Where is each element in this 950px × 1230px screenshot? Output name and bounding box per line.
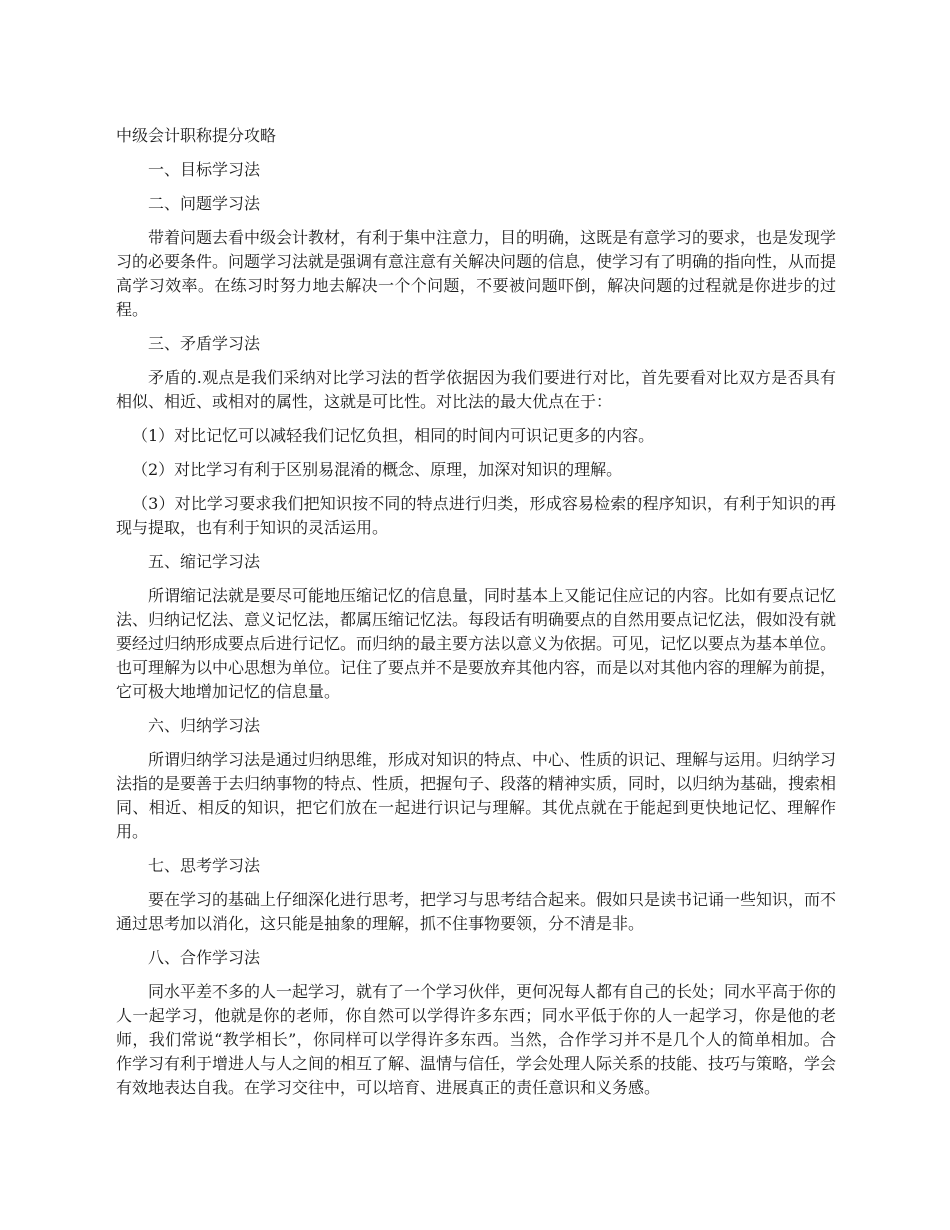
paragraph-thinking: 要在学习的基础上仔细深化进行思考，把学习与思考结合起来。假如只是读书记诵一些知识，而不通过思考加以消化，这只能是抽象的理解，抓不住事物要领，分不清是非。 <box>116 890 837 933</box>
section-heading-thinking: 七、思考学习法 <box>148 856 261 875</box>
section-heading-condense: 五、缩记学习法 <box>148 552 261 571</box>
document-title: 中级会计职称提分攻略 <box>116 126 277 145</box>
paragraph-induction: 所谓归纳学习法是通过归纳思维，形成对知识的特点、中心、性质的识记、理解与运用。归纳学习法指的是要善于去归纳事物的特点、性质，把握句子、段落的精神实质，同时，以归纳为基础，搜索相同、相近、相反的知识，把它们放在一起进行识记与理解。其优点就在于能起到更快地记忆、理解作用。 <box>116 750 837 841</box>
paragraph-contrast: 矛盾的.观点是我们采纳对比学习法的哲学依据因为我们要进行对比，首先要看对比双方是否具有相似、相近、或相对的属性，这就是可比性。对比法的最大优点在于： <box>116 368 836 411</box>
paragraph-cooperation: 同水平差不多的人一起学习，就有了一个学习伙伴，更何况每人都有自己的长处；同水平高于你的人一起学习，他就是你的老师，你自然可以学得许多东西；同水平低于你的人一起学习，你是他的老师，我们常说“教学相长”，你同样可以学得许多东西。当然，合作学习并不是几个人的简单相加。合作学习有利于增进人与人之间的相互了解、温情与信任，学会处理人际关系的技能、技巧与策略，学会有效地表达自我。在学习交往中，可以培育、进展真正的责任意识和义务感。 <box>116 982 837 1097</box>
paragraph-problem: 带着问题去看中级会计教材，有利于集中注意力，目的明确，这既是有意学习的要求，也是发现学习的必要条件。问题学习法就是强调有意注意有关解决问题的信息，使学习有了明确的指向性，从而提高学习效率。在练习时努力地去解决一个个问题，不要被问题吓倒，解决问题的过程就是你进步的过程。 <box>116 228 837 319</box>
section-heading-problem: 二、问题学习法 <box>148 194 261 213</box>
list-item-contrast-2: （2）对比学习有利于区别易混淆的概念、原理，加深对知识的理解。 <box>132 460 623 479</box>
section-heading-contrast: 三、矛盾学习法 <box>148 334 261 353</box>
list-item-contrast-3: （3）对比学习要求我们把知识按不同的特点进行归类，形成容易检索的程序知识，有利于知识的再现与提取，也有利于知识的灵活运用。 <box>116 494 836 537</box>
section-heading-induction: 六、归纳学习法 <box>148 716 261 735</box>
document-body <box>116 124 836 1110</box>
paragraph-condense: 所谓缩记法就是要尽可能地压缩记忆的信息量，同时基本上又能记住应记的内容。比如有要点记忆法、归纳记忆法、意义记忆法，都属压缩记忆法。每段话有明确要点的自然用要点记忆法，假如没有就要经过归纳形成要点后进行记忆。而归纳的最主要方法以意义为依据。可见，记忆以要点为基本单位。也可理解为以中心思想为单位。记住了要点并不是要放弃其他内容，而是以对其他内容的理解为前提，它可极大地增加记忆的信息量。 <box>116 586 837 701</box>
list-item-contrast-1: （1）对比记忆可以减轻我们记忆负担，相同的时间内可识记更多的内容。 <box>132 426 655 445</box>
section-heading-goal: 一、目标学习法 <box>148 160 261 179</box>
section-heading-cooperation: 八、合作学习法 <box>148 948 261 967</box>
